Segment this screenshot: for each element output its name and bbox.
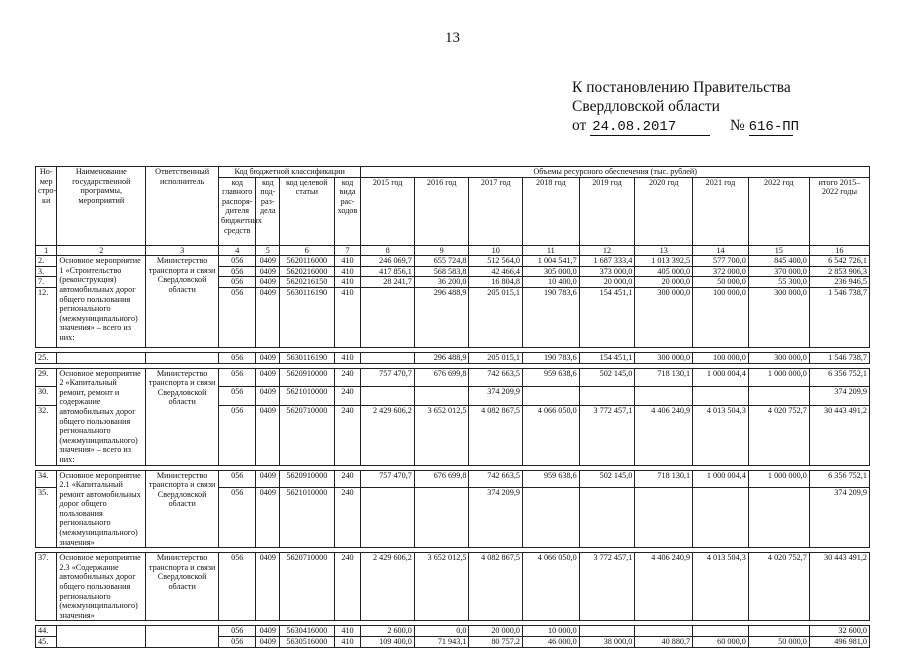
- table-cell: 577 700,0: [693, 256, 749, 267]
- row-number: 25.: [36, 352, 57, 363]
- table-cell: 056: [219, 368, 256, 386]
- table-cell: 4 082 867,5: [469, 405, 523, 465]
- table-cell: [693, 488, 749, 548]
- table-cell: 190 783,6: [522, 287, 579, 347]
- table-cell: 0409: [256, 470, 280, 488]
- column-index-cell: 13: [635, 245, 693, 256]
- table-cell: 4 406 240,9: [635, 405, 693, 465]
- table-cell: 5621010000: [280, 387, 335, 405]
- table-cell: 742 663,5: [469, 368, 523, 386]
- table-cell: 0409: [256, 256, 280, 267]
- column-index-cell: 6: [280, 245, 335, 256]
- table-cell: 6 356 752,1: [809, 470, 869, 488]
- table-cell: 056: [219, 405, 256, 465]
- table-cell: 410: [334, 277, 361, 288]
- table-cell: 5620216000: [280, 266, 335, 277]
- heading-line-3: [572, 116, 800, 136]
- table-row: [36, 470, 870, 488]
- table-cell: [635, 488, 693, 548]
- table-cell: 410: [334, 287, 361, 347]
- column-index-cell: 8: [361, 245, 415, 256]
- resource-table: [35, 166, 870, 648]
- table-cell: 100 000,0: [693, 287, 749, 347]
- table-cell: 1 000 004,4: [693, 470, 749, 488]
- table-cell: 100 000,0: [693, 352, 749, 363]
- column-index-cell: 4: [219, 245, 256, 256]
- col-head-k3: код целевой статьи: [280, 177, 335, 245]
- table-cell: 0409: [256, 637, 280, 648]
- col-head-total: итого 2015–2022 годы: [809, 177, 869, 245]
- table-cell: [693, 387, 749, 405]
- table-cell: 4 020 752,7: [748, 553, 809, 621]
- row-number: 30.: [36, 387, 57, 405]
- table-cell: 2 600,0: [361, 626, 415, 637]
- table-cell: [579, 488, 635, 548]
- responsible-executor: Министерство транспорта и связи Свердловской области: [146, 553, 219, 621]
- table-cell: 372 000,0: [693, 266, 749, 277]
- table-cell: 10 400,0: [522, 277, 579, 288]
- table-cell: 0409: [256, 368, 280, 386]
- table-cell: 718 130,1: [635, 368, 693, 386]
- table-cell: [579, 626, 635, 637]
- number-sign: №: [729, 117, 745, 134]
- table-cell: 32 600,0: [809, 626, 869, 637]
- table-cell: 236 946,5: [809, 277, 869, 288]
- col-head-2021: 2021 год: [693, 177, 749, 245]
- table-cell: 4 066 050,0: [522, 405, 579, 465]
- table-cell: 3 772 457,1: [579, 553, 635, 621]
- table-cell: 1 000 004,4: [693, 368, 749, 386]
- heading-line-1: К постановлению Правительства: [572, 79, 791, 96]
- table-cell: 0,0: [414, 626, 469, 637]
- table-cell: 373 000,0: [579, 266, 635, 277]
- heading-line-2: Свердловской области: [572, 98, 720, 115]
- table-cell: 0409: [256, 287, 280, 347]
- table-cell: 4 406 240,9: [635, 553, 693, 621]
- table-cell: 0409: [256, 405, 280, 465]
- table-cell: 205 015,1: [469, 352, 523, 363]
- table-cell: 4 013 504,3: [693, 405, 749, 465]
- table-cell: 240: [334, 368, 361, 386]
- table-cell: 154 451,1: [579, 287, 635, 347]
- activity-name: Основное мероприятие 2.3 «Содержание автомобильных дорог общего пользования регионального (межмуниципального) значения»: [57, 553, 146, 621]
- table-cell: 374 209,9: [469, 387, 523, 405]
- table-cell: 0409: [256, 352, 280, 363]
- table-cell: 056: [219, 352, 256, 363]
- col-head-2018: 2018 год: [522, 177, 579, 245]
- table-cell: 959 638,6: [522, 470, 579, 488]
- table-cell: 1 004 541,7: [522, 256, 579, 267]
- table-cell: 718 130,1: [635, 470, 693, 488]
- table-cell: 1 000 000,0: [748, 470, 809, 488]
- table-cell: [748, 387, 809, 405]
- table-cell: [635, 626, 693, 637]
- table-cell: [361, 352, 415, 363]
- col-head-kbk: Код бюджетной классификации: [219, 167, 361, 178]
- col-head-name: Наименование государственной программы, мероприятий: [57, 167, 146, 246]
- table-cell: 757 470,7: [361, 470, 415, 488]
- table-cell: 4 013 504,3: [693, 553, 749, 621]
- table-cell: 50 000,0: [693, 277, 749, 288]
- table-cell: 4 066 050,0: [522, 553, 579, 621]
- table-cell: 36 200,0: [414, 277, 469, 288]
- table-cell: 6 356 752,1: [809, 368, 869, 386]
- table-cell: 5621010000: [280, 488, 335, 548]
- table-cell: 4 082 867,5: [469, 553, 523, 621]
- table-cell: 5620910000: [280, 470, 335, 488]
- col-head-resp: Ответственный исполнитель: [146, 167, 219, 246]
- table-cell: 46 000,0: [522, 637, 579, 648]
- table-cell: 3 772 457,1: [579, 405, 635, 465]
- table-row: [36, 368, 870, 386]
- table-cell: 0409: [256, 277, 280, 288]
- table-row: [36, 352, 870, 363]
- table-cell: 30 443 491,2: [809, 553, 869, 621]
- table-cell: 0409: [256, 266, 280, 277]
- table-cell: 80 757,2: [469, 637, 523, 648]
- table-cell: 20 000,0: [635, 277, 693, 288]
- activity-name: Основное мероприятие 1 «Строительство (реконструкция) автомобильных дорог общего пользования регионального (межмуниципального) значения» – всего из них:: [57, 256, 146, 348]
- table-cell: 056: [219, 637, 256, 648]
- table-cell: [748, 626, 809, 637]
- table-cell: 959 638,6: [522, 368, 579, 386]
- table-cell: 417 856,1: [361, 266, 415, 277]
- table-cell: 240: [334, 470, 361, 488]
- table-cell: 240: [334, 387, 361, 405]
- responsible-executor: Министерство транспорта и связи Свердловской области: [146, 470, 219, 548]
- activity-name: Основное мероприятие 2 «Капитальный ремонт, ремонт и содержание автомобильных дорог общего пользования регионального (межмуниципального) значения» – всего из них:: [57, 368, 146, 465]
- table-cell: [579, 387, 635, 405]
- table-cell: 410: [334, 637, 361, 648]
- table-cell: 845 400,0: [748, 256, 809, 267]
- table-cell: [522, 387, 579, 405]
- table-cell: 676 699,8: [414, 368, 469, 386]
- table-cell: 2 429 606,2: [361, 553, 415, 621]
- page-number: 13: [445, 30, 460, 46]
- table-cell: 296 488,9: [414, 352, 469, 363]
- table-cell: 5620710000: [280, 553, 335, 621]
- table-cell: 676 699,8: [414, 470, 469, 488]
- column-index-cell: 16: [809, 245, 869, 256]
- table-cell: 3 652 012,5: [414, 405, 469, 465]
- column-index-cell: 7: [334, 245, 361, 256]
- col-head-2020: 2020 год: [635, 177, 693, 245]
- table-cell: [414, 488, 469, 548]
- table-cell: 5620116000: [280, 256, 335, 267]
- responsible-executor: [146, 626, 219, 647]
- resolution-date: 24.08.2017: [590, 120, 710, 136]
- column-index-cell: 2: [57, 245, 146, 256]
- column-index-cell: 15: [748, 245, 809, 256]
- table-cell: 30 443 491,2: [809, 405, 869, 465]
- column-index-cell: 10: [469, 245, 523, 256]
- table-cell: 40 880,7: [635, 637, 693, 648]
- table-cell: 410: [334, 352, 361, 363]
- table-cell: [361, 488, 415, 548]
- column-index-row: [36, 245, 870, 256]
- table-cell: 502 145,0: [579, 470, 635, 488]
- table-cell: 5620910000: [280, 368, 335, 386]
- row-number: 3.: [36, 266, 57, 277]
- table-cell: [361, 387, 415, 405]
- table-cell: [635, 387, 693, 405]
- table-cell: 568 583,8: [414, 266, 469, 277]
- row-number: 34.: [36, 470, 57, 488]
- table-cell: 1 687 333,4: [579, 256, 635, 267]
- table-cell: 374 209,9: [469, 488, 523, 548]
- row-number: 45.: [36, 637, 57, 648]
- table-cell: 1 546 738,7: [809, 352, 869, 363]
- table-cell: 056: [219, 266, 256, 277]
- col-head-2016: 2016 год: [414, 177, 469, 245]
- column-index-cell: 12: [579, 245, 635, 256]
- table-cell: 42 466,4: [469, 266, 523, 277]
- table-cell: 056: [219, 626, 256, 637]
- row-number: 35.: [36, 488, 57, 548]
- column-index-cell: 3: [146, 245, 219, 256]
- table-cell: 496 981,0: [809, 637, 869, 648]
- table-cell: 5630416000: [280, 626, 335, 637]
- table-cell: [748, 488, 809, 548]
- table-cell: 300 000,0: [635, 287, 693, 347]
- table-cell: 5630116190: [280, 352, 335, 363]
- col-head-2015: 2015 год: [361, 177, 415, 245]
- table-cell: 300 000,0: [748, 352, 809, 363]
- table-cell: 16 804,8: [469, 277, 523, 288]
- table-cell: 296 488,9: [414, 287, 469, 347]
- table-cell: 0409: [256, 553, 280, 621]
- table-cell: 109 400,0: [361, 637, 415, 648]
- table-cell: 1 000 000,0: [748, 368, 809, 386]
- table-cell: 71 943,1: [414, 637, 469, 648]
- table-cell: 655 724,8: [414, 256, 469, 267]
- col-head-k4: код вида рас-ходов: [334, 177, 361, 245]
- table-cell: 20 000,0: [579, 277, 635, 288]
- activity-name: Основное мероприятие 2.1 «Капитальный ремонт автомобильных дорог общего пользования регионального (межмуниципального) значения»: [57, 470, 146, 548]
- table-cell: 056: [219, 256, 256, 267]
- table-cell: 205 015,1: [469, 287, 523, 347]
- col-head-k2: код под-раз-дела: [256, 177, 280, 245]
- activity-name: [57, 626, 146, 647]
- heading-ot: от: [572, 117, 587, 134]
- table-cell: 410: [334, 256, 361, 267]
- row-number: 37.: [36, 553, 57, 621]
- table-cell: 240: [334, 405, 361, 465]
- table-cell: 50 000,0: [748, 637, 809, 648]
- table-cell: 305 000,0: [522, 266, 579, 277]
- table-cell: 60 000,0: [693, 637, 749, 648]
- column-index-cell: 5: [256, 245, 280, 256]
- table-cell: 1 013 392,5: [635, 256, 693, 267]
- table-cell: 5620710000: [280, 405, 335, 465]
- table-cell: 190 783,6: [522, 352, 579, 363]
- header-row-1: [36, 167, 870, 178]
- table-cell: 2 853 906,3: [809, 266, 869, 277]
- column-index-cell: 14: [693, 245, 749, 256]
- table-cell: 2 429 606,2: [361, 405, 415, 465]
- table-cell: 240: [334, 488, 361, 548]
- col-head-2019: 2019 год: [579, 177, 635, 245]
- table-cell: 374 209,9: [809, 488, 869, 548]
- table-cell: 056: [219, 553, 256, 621]
- table-cell: 512 564,0: [469, 256, 523, 267]
- row-number: 7.: [36, 277, 57, 288]
- responsible-executor: Министерство транспорта и связи Свердловской области: [146, 256, 219, 348]
- table-cell: 5620216150: [280, 277, 335, 288]
- table-cell: 056: [219, 287, 256, 347]
- table-cell: 10 000,0: [522, 626, 579, 637]
- table-body: [36, 245, 870, 647]
- table-cell: 20 000,0: [469, 626, 523, 637]
- col-head-2017: 2017 год: [469, 177, 523, 245]
- resolution-number: 616-ПП: [748, 119, 800, 135]
- responsible-executor: Министерство транспорта и связи Свердловской области: [146, 368, 219, 465]
- table-cell: 0409: [256, 626, 280, 637]
- col-head-2022: 2022 год: [748, 177, 809, 245]
- document-heading: [572, 78, 800, 136]
- row-number: 2.: [36, 256, 57, 267]
- table-cell: 502 145,0: [579, 368, 635, 386]
- table-cell: 370 000,0: [748, 266, 809, 277]
- table-row: [36, 626, 870, 637]
- table-cell: [693, 626, 749, 637]
- table-cell: 3 652 012,5: [414, 553, 469, 621]
- table-cell: 240: [334, 553, 361, 621]
- row-number: 32.: [36, 405, 57, 465]
- table-cell: 300 000,0: [748, 287, 809, 347]
- activity-name: [57, 352, 146, 363]
- table-cell: 5630116190: [280, 287, 335, 347]
- column-index-cell: 9: [414, 245, 469, 256]
- table-cell: 154 451,1: [579, 352, 635, 363]
- table-cell: 1 546 738,7: [809, 287, 869, 347]
- table-cell: 55 300,0: [748, 277, 809, 288]
- table-cell: 056: [219, 488, 256, 548]
- table-cell: 5630516000: [280, 637, 335, 648]
- table-row: [36, 256, 870, 267]
- table-cell: 056: [219, 387, 256, 405]
- table-cell: 246 069,7: [361, 256, 415, 267]
- row-number: 29.: [36, 368, 57, 386]
- table-cell: 410: [334, 266, 361, 277]
- table-cell: 056: [219, 277, 256, 288]
- table-cell: 757 470,7: [361, 368, 415, 386]
- responsible-executor: [146, 352, 219, 363]
- table-cell: 28 241,7: [361, 277, 415, 288]
- table-cell: [522, 488, 579, 548]
- table-cell: 0409: [256, 488, 280, 548]
- row-number: 12.: [36, 287, 57, 347]
- table-cell: 742 663,5: [469, 470, 523, 488]
- col-head-nom: Но-мер стро-ки: [36, 167, 57, 246]
- table-cell: 056: [219, 470, 256, 488]
- table-cell: 374 209,9: [809, 387, 869, 405]
- row-number: 44.: [36, 626, 57, 637]
- column-index-cell: 11: [522, 245, 579, 256]
- column-index-cell: 1: [36, 245, 57, 256]
- table-cell: [361, 287, 415, 347]
- table-cell: 4 020 752,7: [748, 405, 809, 465]
- col-head-volumes: Объемы ресурсного обеспечения (тыс. рублей): [361, 167, 870, 178]
- table-cell: 6 542 726,1: [809, 256, 869, 267]
- table-cell: 0409: [256, 387, 280, 405]
- table-cell: 38 000,0: [579, 637, 635, 648]
- table-row: [36, 553, 870, 621]
- table-cell: 300 000,0: [635, 352, 693, 363]
- col-head-k1: код главного распоря-дителя бюджетных средств: [219, 177, 256, 245]
- table-cell: 410: [334, 626, 361, 637]
- table-cell: [414, 387, 469, 405]
- table-cell: 405 000,0: [635, 266, 693, 277]
